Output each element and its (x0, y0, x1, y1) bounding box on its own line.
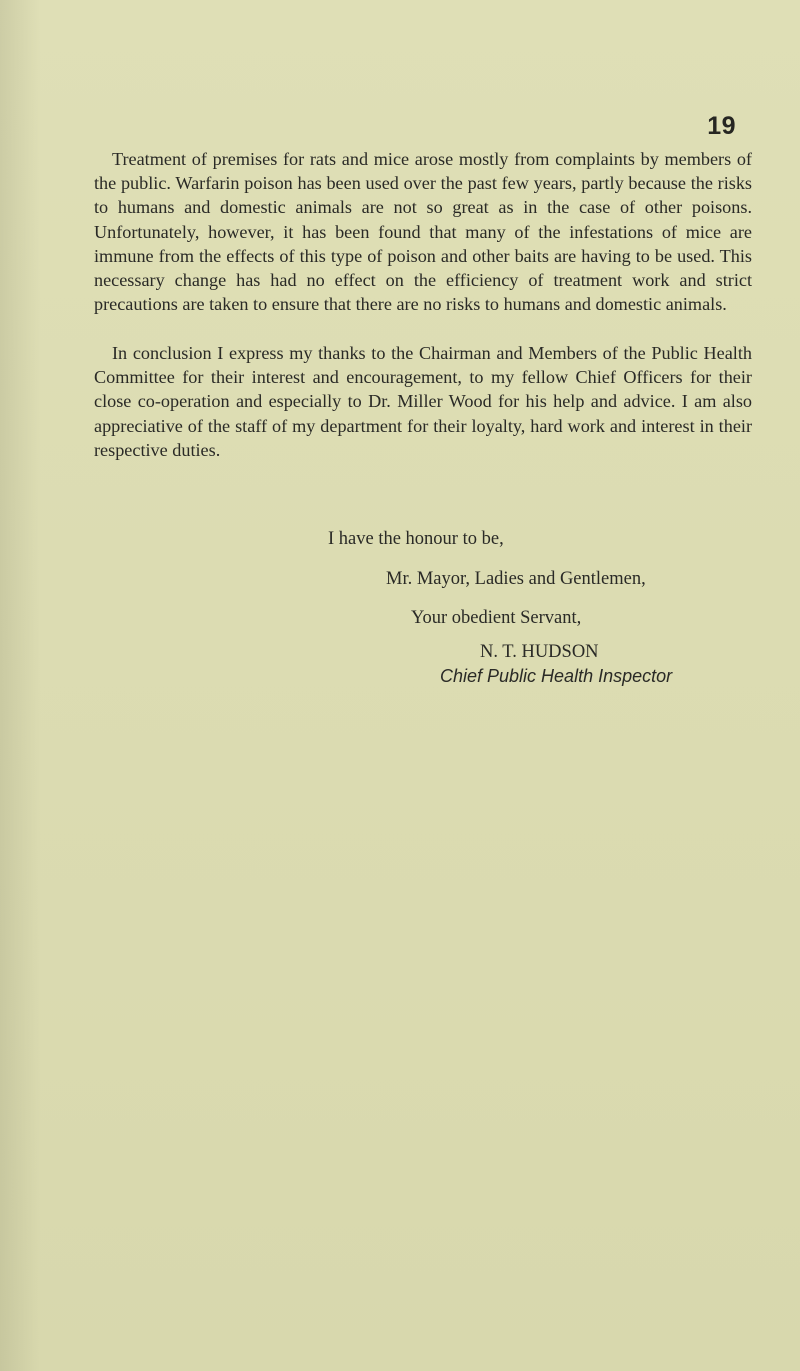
closing-servant: Your obedient Servant, (411, 608, 582, 628)
paragraph-conclusion: In conclusion I express my thanks to the Chairman and Members of the Public Health Committee for their interest and encouragement, to my fellow Chief Officers for their close co-operation and especially to Dr. Miller Wood for his help and advice. I am also appreciative of the staff of my department for their loyalty, hard work and interest in their respective duties. (94, 343, 752, 460)
page-number: 19 (707, 112, 736, 140)
signature-title: Chief Public Health Inspector (440, 666, 673, 686)
closing-address: Mr. Mayor, Ladies and Gentlemen, (386, 569, 646, 589)
closing-honour: I have the honour to be, (328, 529, 504, 549)
paragraph-rats-mice-treatment: Treatment of premises for rats and mice arose mostly from complaints by members of the public. Warfarin poison has been used over the past few years, partly because the risks to humans and domestic animals are not so great as in the case of other poisons. Unfortunately, however, it has been found that many of the infestations of mice are immune from the effects of this type of poison and other baits are having to be used. This necessary change has had no effect on the efficiency of treatment work and strict precautions are taken to ensure that there are no risks to humans and domestic animals. (94, 149, 752, 315)
signature-name: N. T. HUDSON (480, 642, 599, 662)
